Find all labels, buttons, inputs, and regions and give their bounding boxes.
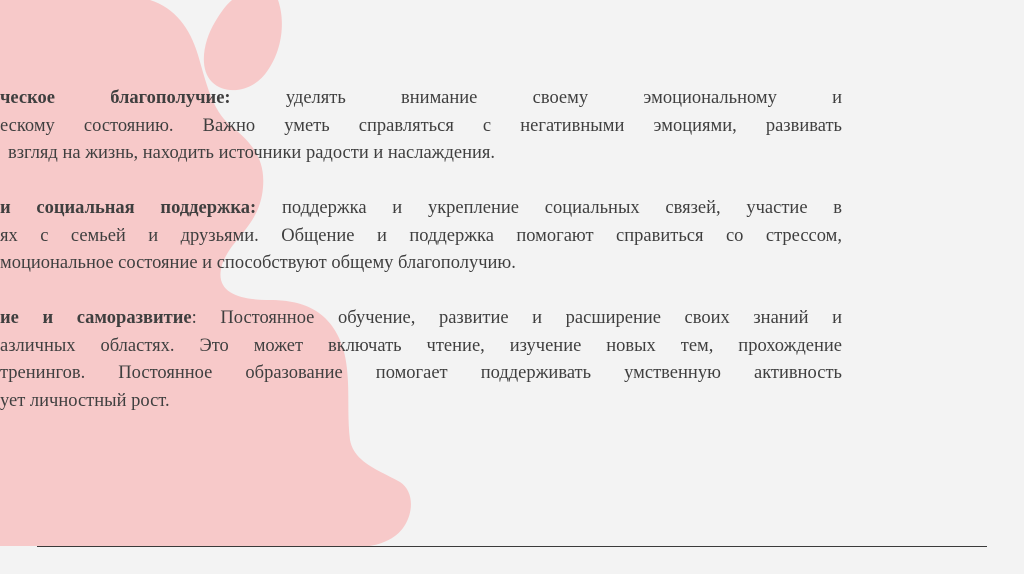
bold-term: ческое благополучие: (0, 88, 231, 108)
line-text: азличных областях. Это может включать чтение, изучение новых тем, прохождение (0, 335, 842, 356)
bold-term: ие и саморазвитие (0, 308, 192, 328)
text-line (0, 140, 842, 168)
line-text: тренингов. Постоянное образование помогает поддерживать умственную активность (0, 363, 842, 383)
paragraph-emotional (0, 85, 842, 168)
text-line (0, 360, 842, 388)
text-line (0, 250, 842, 278)
line-text: ескому состоянию. Важно уметь справляться с негативными эмоциями, развивать (0, 115, 842, 136)
line-text: ях с семьей и друзьями. Общение и поддержка помогают справиться со стрессом, (0, 225, 842, 246)
paragraph-social (0, 195, 842, 278)
paragraph-learning (0, 305, 842, 415)
line-text: ует личностный рост. (0, 390, 170, 411)
content-text (0, 85, 842, 415)
text-line (0, 223, 842, 251)
text-line (0, 85, 842, 113)
text-line (0, 305, 842, 333)
text-line (0, 333, 842, 361)
line-text: взгляд на жизнь, находить источники радости и наслаждения. (8, 143, 495, 163)
text-line (0, 113, 842, 141)
text-line (0, 388, 842, 416)
text-line (0, 195, 842, 223)
footer-divider (37, 546, 987, 547)
bold-term: и социальная поддержка: (0, 198, 257, 218)
line-text: : Постоянное обучение, развитие и расширение своих знаний и (191, 308, 843, 328)
line-text: поддержка и укрепление социальных связей, участие в (256, 198, 843, 218)
blob-drop (204, 0, 282, 90)
line-text: моциональное состояние и способствуют общему благополучию. (0, 253, 516, 273)
line-text: уделять внимание своему эмоциональному и (230, 88, 842, 108)
